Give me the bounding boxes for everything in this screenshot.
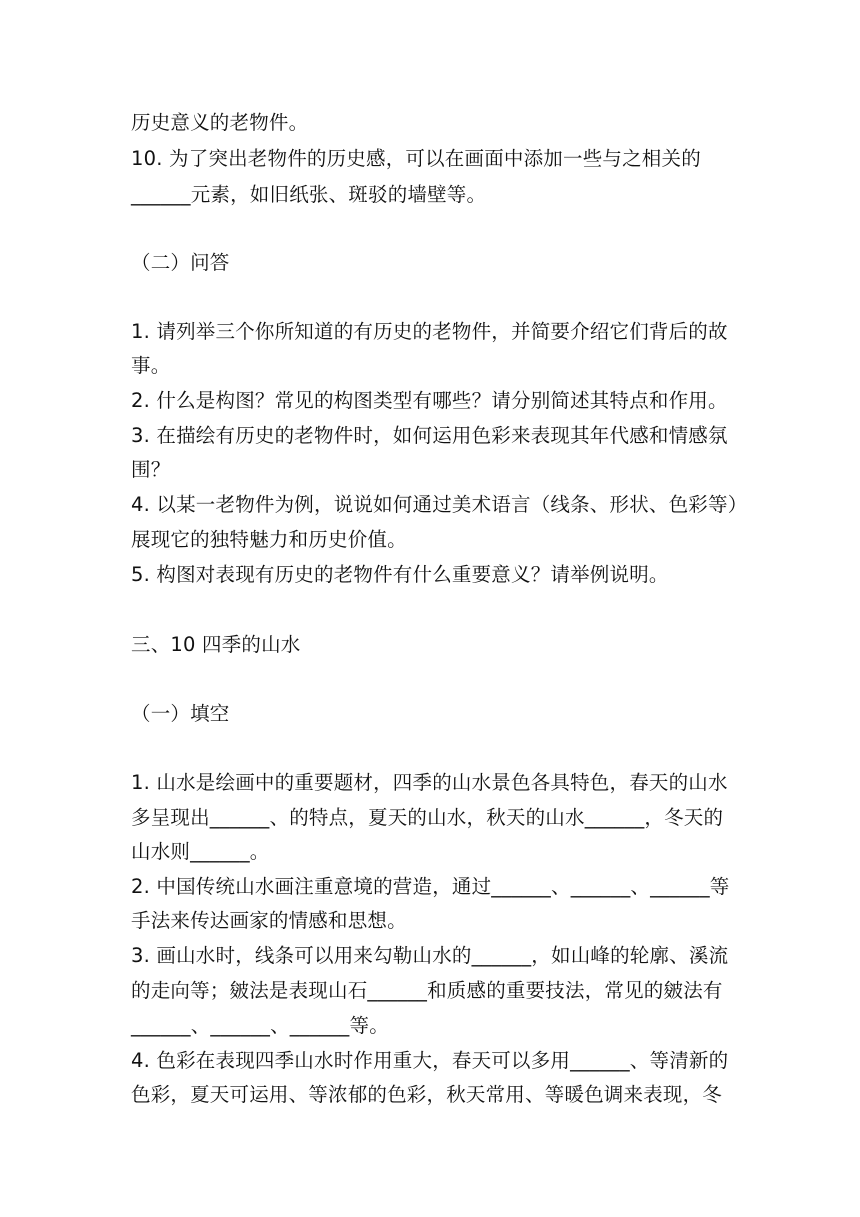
text-line: 围？: [131, 458, 171, 481]
section-heading: （二）问答: [131, 251, 230, 274]
text-line: 2. 中国传统山水画注重意境的营造，通过______、______、______等: [131, 875, 730, 898]
text-line: ______元素，如旧纸张、斑驳的墙壁等。: [131, 183, 487, 206]
section-heading: 三、10 四季的山水: [131, 633, 301, 656]
text-line: 的走向等；皴法是表现山石______和质感的重要技法，常见的皴法有: [131, 979, 723, 1002]
text-line: 多呈现出______、的特点，夏天的山水，秋天的山水______，冬天的: [131, 806, 724, 829]
text-line: 手法来传达画家的情感和思想。: [131, 909, 407, 932]
text-line: 色彩，夏天可运用、等浓郁的色彩，秋天常用、等暖色调来表现，冬: [131, 1083, 723, 1106]
text-line: 1. 山水是绘画中的重要题材，四季的山水景色各具特色，春天的山水: [131, 771, 728, 794]
section-heading: （一）填空: [131, 702, 230, 725]
text-line: 5. 构图对表现有历史的老物件有什么重要意义？请举例说明。: [131, 563, 669, 586]
text-line: 2. 什么是构图？常见的构图类型有哪些？请分别简述其特点和作用。: [131, 389, 728, 412]
text-line: 4. 以某一老物件为例，说说如何通过美术语言（线条、形状、色彩等）: [131, 493, 748, 516]
text-line: ______、______、______等。: [131, 1014, 389, 1037]
text-line: 展现它的独特魅力和历史价值。: [131, 528, 407, 551]
text-line: 1. 请列举三个你所知道的有历史的老物件，并简要介绍它们背后的故: [131, 320, 728, 343]
text-line: 历史意义的老物件。: [131, 111, 309, 134]
text-line: 事。: [131, 354, 171, 377]
text-line: 山水则______。: [131, 840, 270, 863]
text-line: 3. 在描绘有历史的老物件时，如何运用色彩来表现其年代感和情感氛: [131, 424, 728, 447]
text-line: 4. 色彩在表现四季山水时作用重大，春天可以多用______、等清新的: [131, 1049, 729, 1072]
text-line: 10. 为了突出老物件的历史感，可以在画面中添加一些与之相关的: [131, 147, 701, 170]
text-line: 3. 画山水时，线条可以用来勾勒山水的______，如山峰的轮廓、溪流: [131, 944, 729, 967]
